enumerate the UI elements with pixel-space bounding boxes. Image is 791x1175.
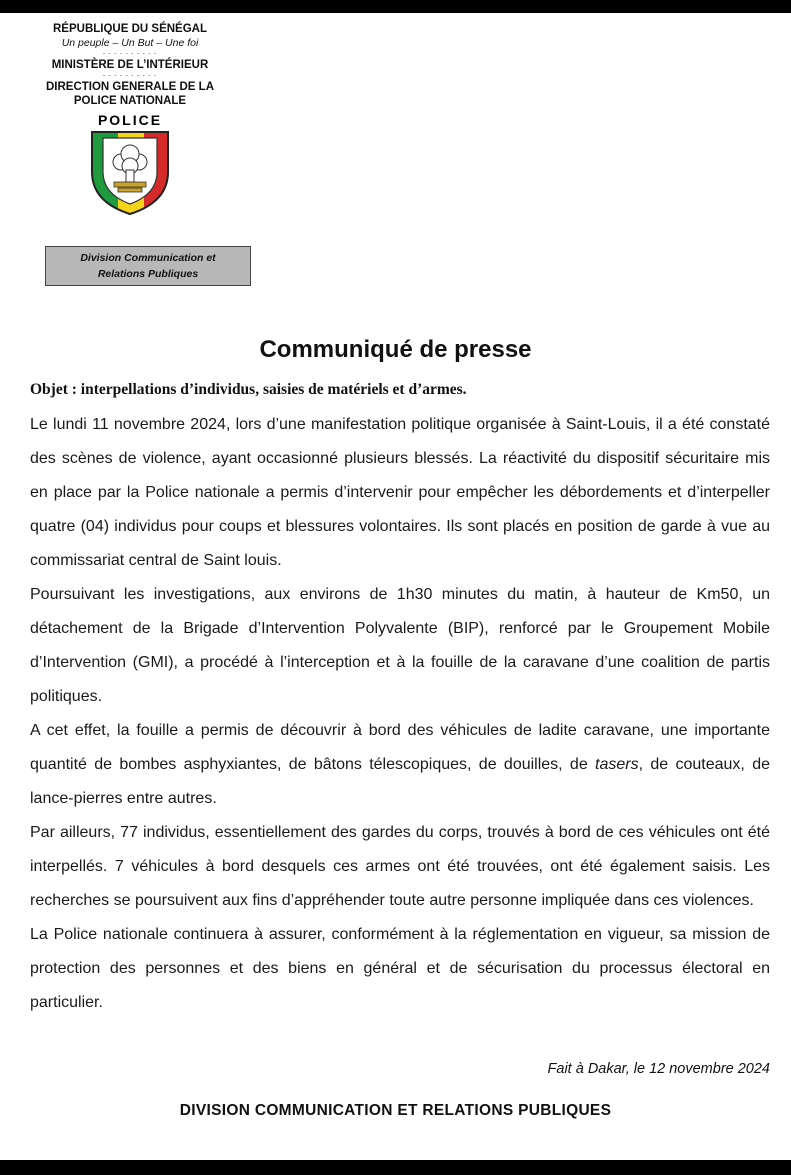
- country-name: RÉPUBLIQUE DU SÉNÉGAL: [53, 23, 207, 35]
- subject-line: Objet : interpellations d’individus, saisies de matériels et d’armes.: [30, 381, 467, 398]
- division-badge: [45, 246, 251, 286]
- direction-line-1: DIRECTION GENERALE DE LA: [45, 81, 215, 93]
- paragraph: Poursuivant les investigations, aux environs de 1h30 minutes du matin, à hauteur de Km50, un détachement de la Brigade d’Intervention Polyvalente (BIP), renforcé par le Groupement Mobile d’Intervention (GMI), a procédé à l’interception et à la fouille de la caravane d’une coalition de partis politiques.: [30, 586, 770, 705]
- letterhead: [18, 22, 242, 216]
- ministry-name: MINISTÈRE DE L’INTÉRIEUR: [51, 59, 209, 71]
- paragraph: La Police nationale continuera à assurer, conformément à la réglementation en vigueur, sa mission de protection des personnes et des biens en général et de sécurisation du processus électoral en particulier.: [30, 926, 770, 1011]
- paragraph-text: , de couteaux, de lance-pierres entre autres.: [30, 756, 770, 807]
- police-label: POLICE: [97, 112, 163, 128]
- paragraph: [30, 714, 770, 816]
- communique-body: [30, 408, 770, 1020]
- divider: - - - - - - - - - -: [103, 73, 157, 79]
- paragraph: Le lundi 11 novembre 2024, lors d’une manifestation politique organisée à Saint-Louis, il a été constaté des scènes de violence, ayant occasionné plusieurs blessés. La réactivité du dispositif sécuritaire mis en place par la Police nationale a permis d’intervenir pour empêcher les débordements et d’interpeller quatre (04) individus pour coups et blessures volontaires. Ils sont placés en position de garde à vue au commissariat central de Saint louis.: [30, 416, 770, 569]
- police-crest-icon: [82, 128, 178, 216]
- paragraph-text: A cet effet, la fouille a permis de découvrir à bord des véhicules de ladite caravane, une importante quantité de bombes asphyxiantes, de bâtons télescopiques, de douilles, de: [30, 722, 770, 773]
- direction-line-2: POLICE NATIONALE: [73, 95, 187, 107]
- paragraph-italic-text: tasers: [595, 756, 639, 773]
- divider: - - - - - - - - - -: [103, 51, 157, 57]
- division-line-1: Division Communication et: [80, 252, 216, 264]
- place-and-date: Fait à Dakar, le 12 novembre 2024: [547, 1061, 770, 1077]
- top-black-bar: [0, 0, 791, 13]
- footer-signature: DIVISION COMMUNICATION ET RELATIONS PUBLIQUES: [179, 1102, 612, 1119]
- bottom-black-bar: [0, 1160, 791, 1175]
- division-line-2: Relations Publiques: [97, 268, 199, 280]
- police-emblem: [82, 112, 178, 216]
- national-motto: Un peuple – Un But – Une foi: [61, 37, 199, 49]
- page-title: Communiqué de presse: [259, 336, 532, 363]
- paragraph: Par ailleurs, 77 individus, essentiellement des gardes du corps, trouvés à bord de ces véhicules ont été interpellés. 7 véhicules à bord desquels ces armes ont été trouvées, ont été également saisis. Les recherches se poursuivent aux fins d’appréhender toute autre personne impliquée dans ces violences.: [30, 824, 770, 909]
